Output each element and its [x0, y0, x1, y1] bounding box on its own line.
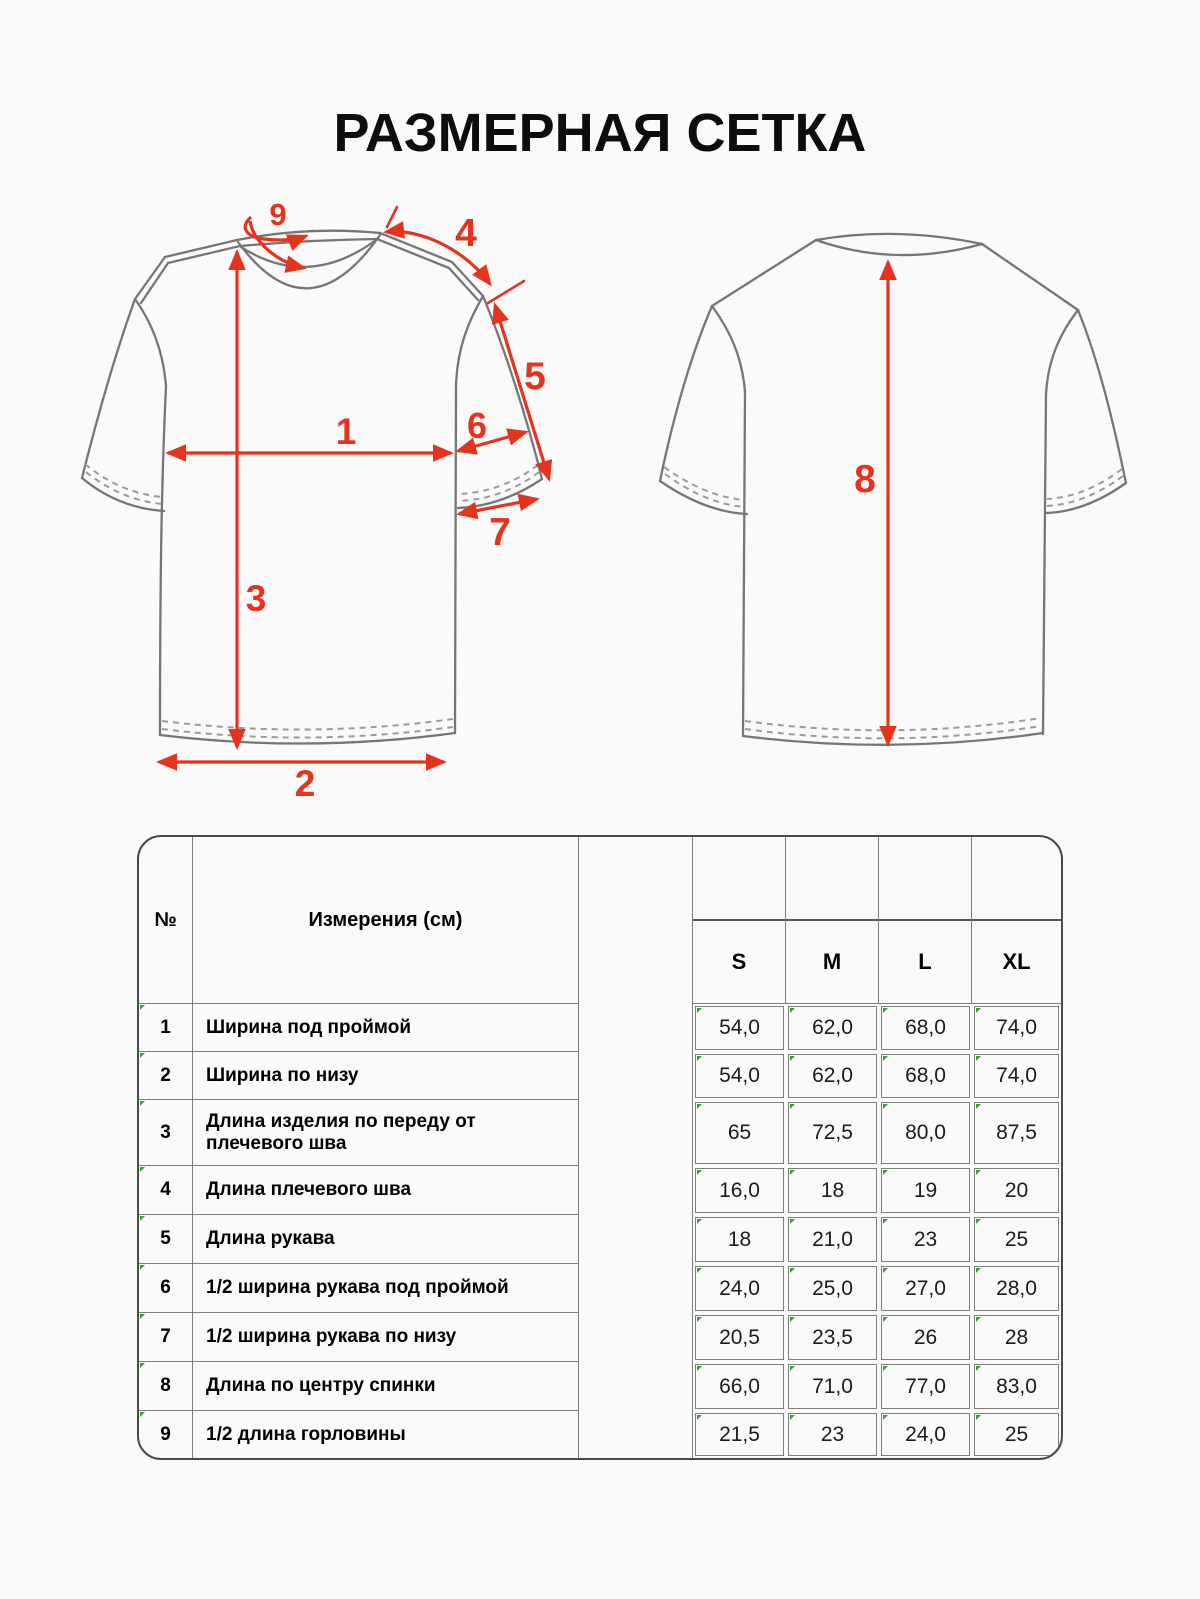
value-cell: 24,0: [695, 1266, 784, 1311]
value-cell: 87,5: [974, 1102, 1059, 1164]
value-cell: 66,0: [695, 1364, 784, 1409]
size-label: S: [731, 949, 747, 974]
value-cell: 80,0: [881, 1102, 970, 1164]
measure-label-3: 3: [245, 578, 267, 619]
measure-label-6: 6: [466, 405, 488, 446]
value-cell: 26: [881, 1315, 970, 1360]
value-cell: 23,5: [788, 1315, 877, 1360]
header-size-l: [879, 837, 972, 1004]
value-cell: 21,0: [788, 1217, 877, 1262]
value-cell: 19: [881, 1168, 970, 1213]
row-label: 1/2 длина горловины: [206, 1423, 406, 1445]
row-number: 8: [139, 1362, 193, 1411]
size-label: XL: [1002, 949, 1031, 974]
measure-label-2: 2: [294, 763, 316, 804]
measure-label-8: 8: [854, 458, 876, 501]
measure-label-5: 5: [524, 355, 546, 398]
header-measure: Измерения (см): [193, 837, 578, 1004]
header-size-m: [786, 837, 879, 1004]
value-cell: 54,0: [695, 1054, 784, 1098]
value-cell: 83,0: [974, 1364, 1059, 1409]
row-number: 5: [139, 1215, 193, 1264]
row-number: 3: [139, 1100, 193, 1166]
value-cell: 20: [974, 1168, 1059, 1213]
table-spacer-column: [578, 837, 693, 1458]
tshirt-back-outline: [660, 234, 1126, 745]
value-cell: 74,0: [974, 1006, 1059, 1050]
row-label: Ширина под проймой: [193, 1004, 578, 1052]
tshirt-front-outline: [82, 231, 542, 744]
measure-label-1: 1: [335, 411, 357, 452]
size-table: [137, 835, 1063, 1460]
value-cell: 28,0: [974, 1266, 1059, 1311]
size-label: L: [918, 949, 932, 974]
value-cell: 18: [695, 1217, 784, 1262]
value-cell: 23: [881, 1217, 970, 1262]
value-cell: 27,0: [881, 1266, 970, 1311]
value-cell: 72,5: [788, 1102, 877, 1164]
value-cell: 28: [974, 1315, 1059, 1360]
row-label: Длина рукава: [193, 1215, 578, 1264]
header-size-xl: [972, 837, 1061, 1004]
value-cell: 24,0: [881, 1413, 970, 1456]
value-cell: 16,0: [695, 1168, 784, 1213]
row-label: Длина изделия по переду от плечевого шва: [193, 1100, 578, 1166]
row-number: 1: [139, 1004, 193, 1052]
measure-label-9: 9: [269, 197, 287, 232]
measure-label-7: 7: [489, 511, 511, 554]
value-cell: 68,0: [881, 1054, 970, 1098]
value-cell: 25: [974, 1413, 1059, 1456]
value-cell: 74,0: [974, 1054, 1059, 1098]
size-label: M: [822, 949, 842, 974]
value-cell: 25: [974, 1217, 1059, 1262]
value-cell: 68,0: [881, 1006, 970, 1050]
row-number: 4: [139, 1166, 193, 1215]
row-label: Длина плечевого шва: [193, 1166, 578, 1215]
row-label: 1/2 ширина рукава под проймой: [193, 1264, 578, 1313]
page-title: РАЗМЕРНАЯ СЕТКА: [333, 103, 867, 163]
row-label: 1/2 ширина рукава по низу: [193, 1313, 578, 1362]
value-cell: 25,0: [788, 1266, 877, 1311]
value-cell: 18: [788, 1168, 877, 1213]
row-label: Ширина по низу: [193, 1052, 578, 1100]
value-cell: 62,0: [788, 1054, 877, 1098]
value-cell: 65: [695, 1102, 784, 1164]
value-cell: 62,0: [788, 1006, 877, 1050]
row-number: 2: [139, 1052, 193, 1100]
row-label: Длина по центру спинки: [193, 1362, 578, 1411]
value-cell: 21,5: [695, 1413, 784, 1456]
row-number: 6: [139, 1264, 193, 1313]
value-cell: 77,0: [881, 1364, 970, 1409]
header-num: №: [139, 837, 193, 1004]
value-cell: 20,5: [695, 1315, 784, 1360]
value-cell: 54,0: [695, 1006, 784, 1050]
row-number: 7: [139, 1313, 193, 1362]
header-size-s: [693, 837, 786, 1004]
value-cell: 23: [788, 1413, 877, 1456]
measure-label-4: 4: [455, 212, 477, 255]
row-number: 9: [139, 1411, 193, 1458]
value-cell: 71,0: [788, 1364, 877, 1409]
